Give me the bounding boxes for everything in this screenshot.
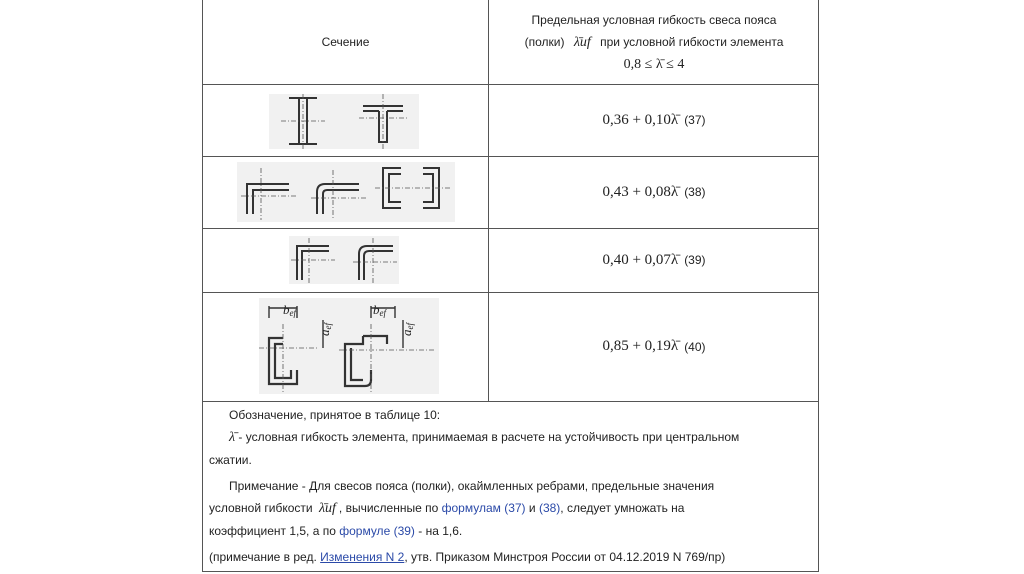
header-line-2: (полки) λ̄uf при условной гибкости элемента [524,34,784,50]
notation-title: Обозначение, принятое в таблице 10: [229,408,441,422]
amendment-link[interactable]: Изменения N 2 [320,550,405,564]
amendment-note: (примечание в ред. Изменения N 2, утв. Приказом Минстроя России от 04.12.2019 N 769/пр) [209,550,726,564]
header-line-1: Предельная условная гибкость свеса пояса [531,12,777,27]
remark-line-3: коэффициент 1,5, а по формуле (39) - на 1,6. [209,524,463,538]
formulas-37-link[interactable]: формулам (37) [441,501,526,515]
lambda-uf-symbol: λ̄uf [318,501,336,516]
remark-line-1: Примечание - Для свесов пояса (полки), окаймленных ребрами, предельные значения [229,479,715,493]
bent-angles-icon [289,236,399,284]
section-header [203,0,488,84]
formula-row-38 [489,156,819,228]
formula-38-link[interactable]: (38) [538,501,561,515]
row-divider [203,401,818,402]
aef-label: aef [399,323,415,336]
formula-39-link[interactable]: формуле (39) [339,524,415,538]
formula-number: (37) [684,113,706,127]
lipped-sections-icon [259,298,439,394]
i-beam-and-tee-icon [269,94,419,149]
section-header-label: Сечение [321,35,370,49]
angles-and-channels-icon [237,162,455,222]
remark-line-2: условной гибкости λ̄uf , вычисленные по формулам (37) и (38), следует умножать на [209,501,685,516]
formula-number: (40) [684,339,706,354]
header-line-3: 0,8 ≤ λ̄ ≤ 4 [623,56,685,72]
formula-text: 0,40 + 0,07λ̄ [602,251,679,268]
notation-line: λ̄ - условная гибкость элемента, принимаемая в расчете на устойчивость при центральном [229,430,740,445]
formula-row-39 [489,228,819,292]
bef-label: bef [373,302,386,318]
aef-label: aef [317,323,333,336]
formula-number: (39) [684,253,706,267]
table-notes [203,404,820,568]
formula-row-40 [489,292,819,401]
bef-label: bef [283,302,296,318]
lambda-symbol: λ̄ [229,430,236,445]
formula-text: 0,36 + 0,10λ̄ [602,111,679,128]
formula-row-37 [489,84,819,156]
limit-slenderness-table [202,0,819,572]
formula-text: 0,85 + 0,19λ̄ [602,338,679,354]
slenderness-header [489,0,819,84]
lambda-uf-symbol: λ̄uf [573,34,591,50]
formula-number: (38) [684,185,706,199]
formula-text: 0,43 + 0,08λ̄ [602,183,679,200]
notation-line-cont: сжатии. [209,453,252,467]
